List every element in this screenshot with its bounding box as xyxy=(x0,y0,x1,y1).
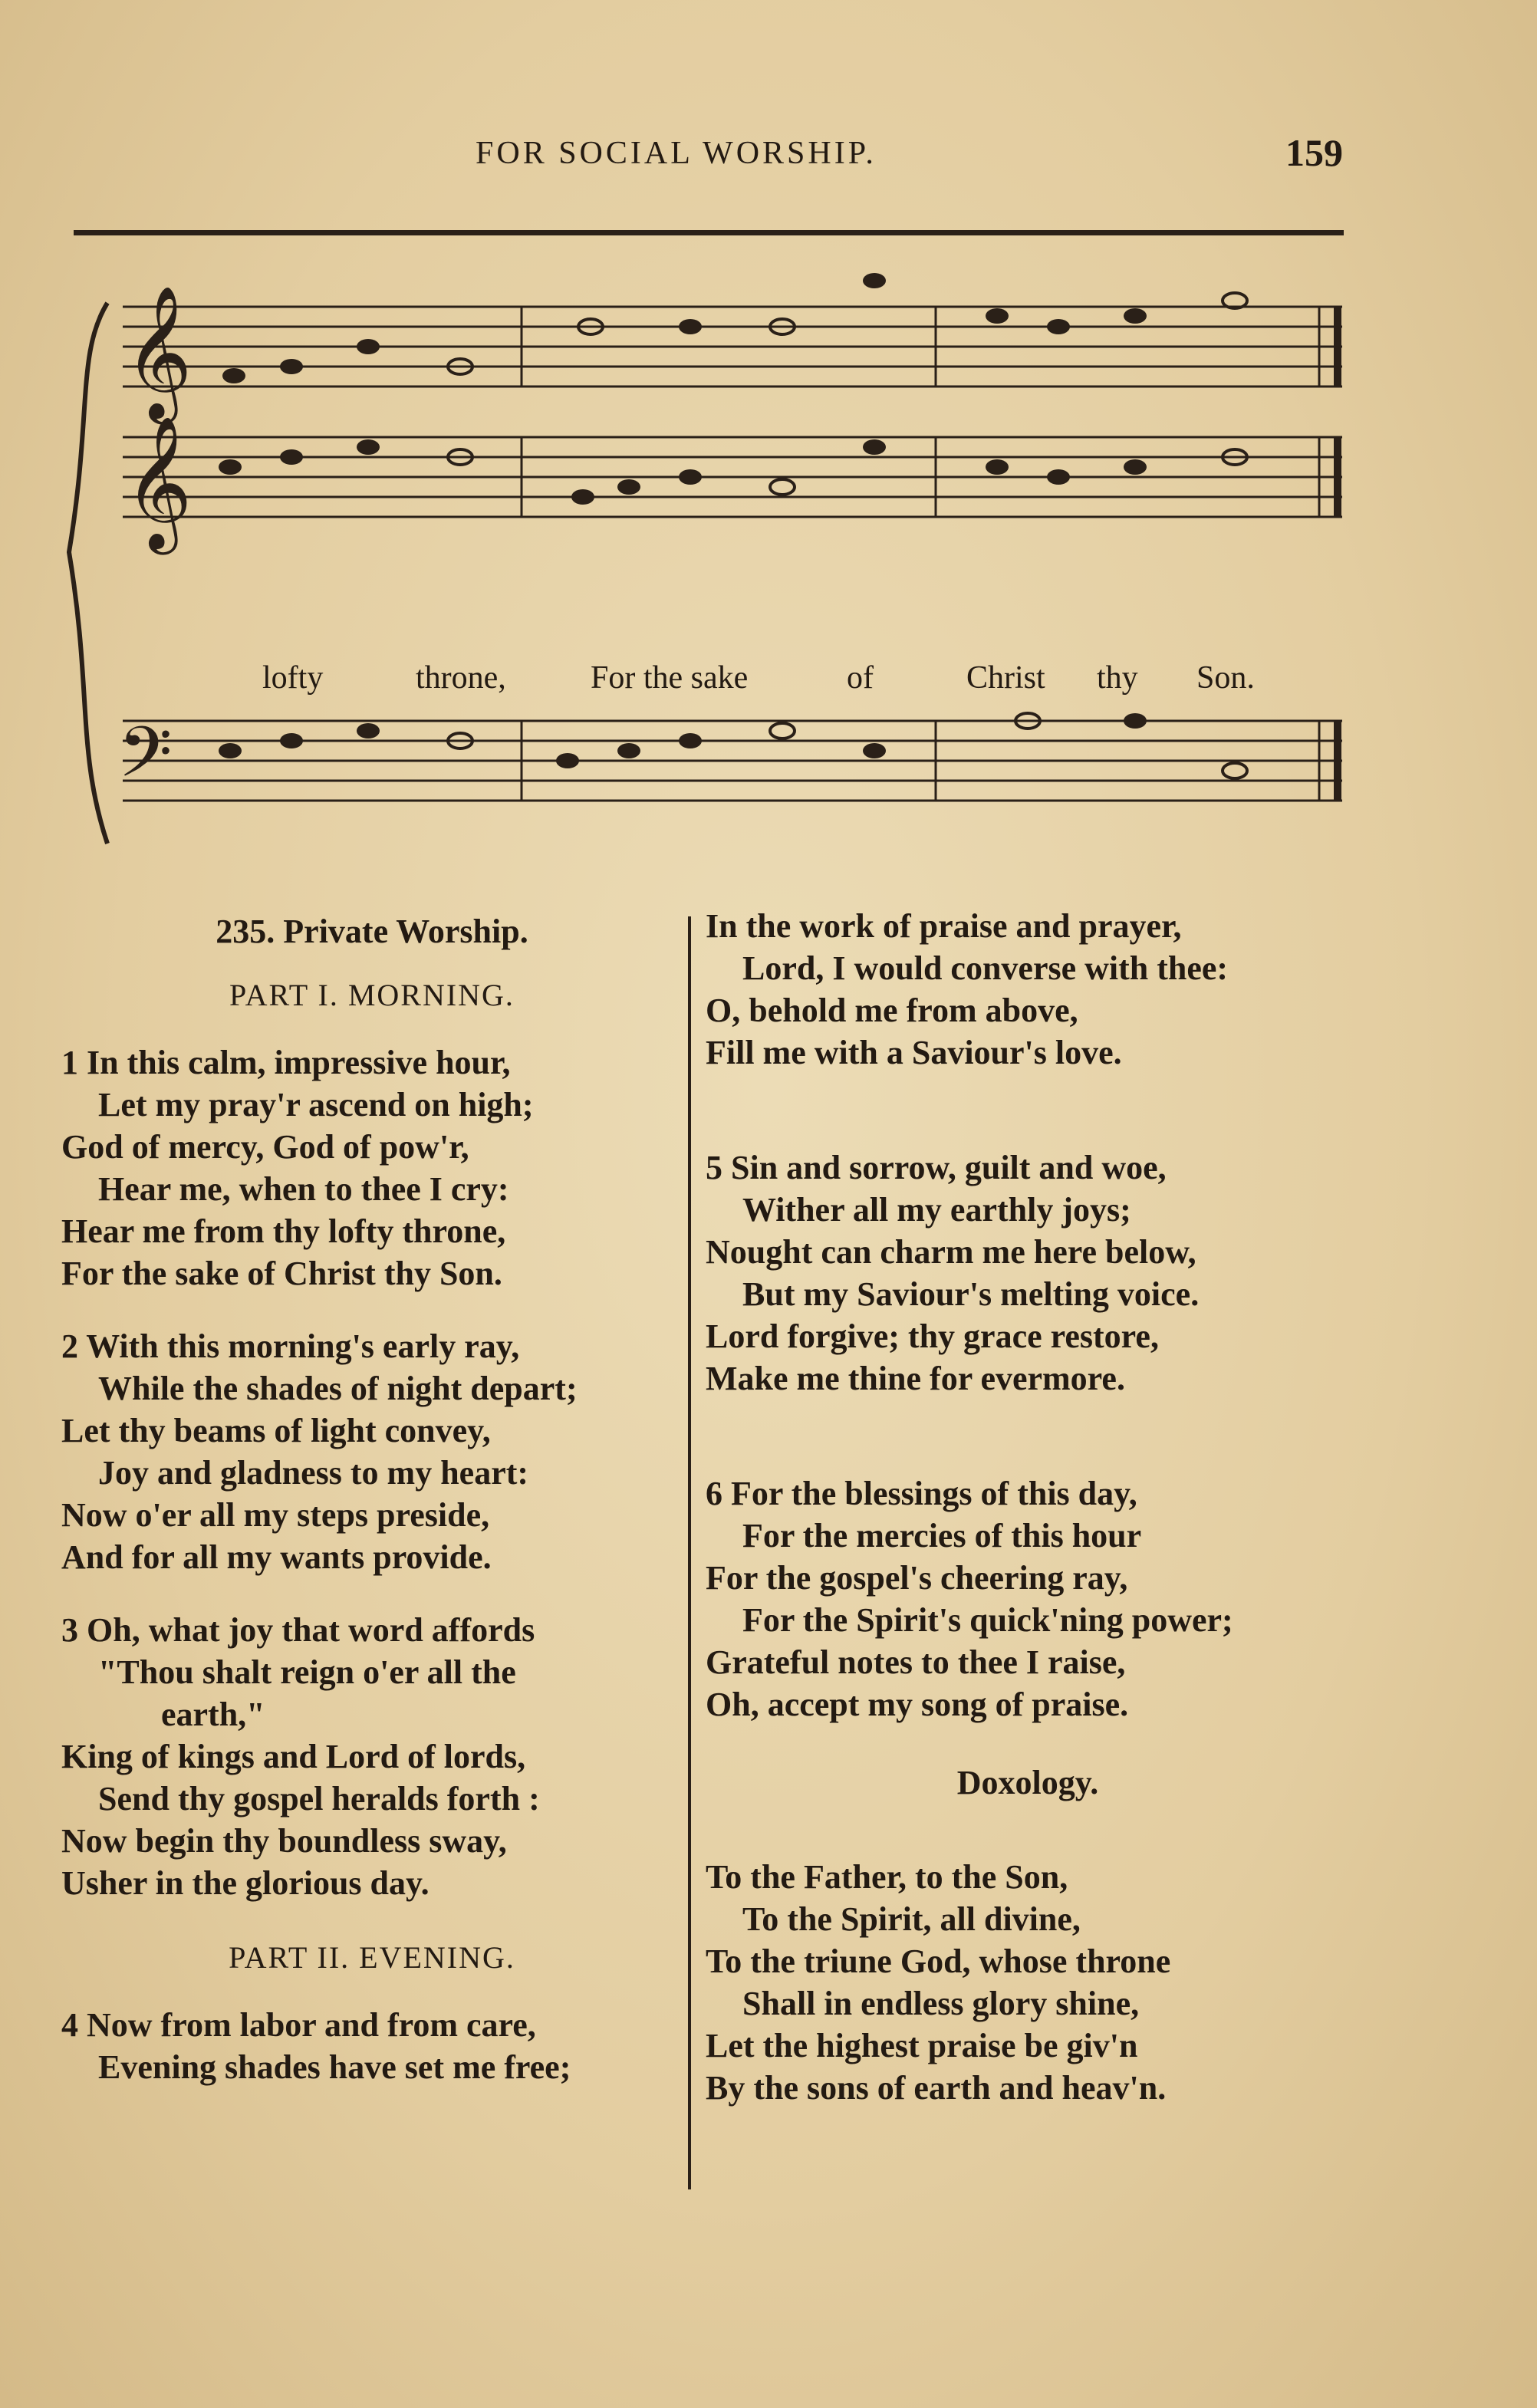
verse-line: Evening shades have set me free; xyxy=(98,2048,571,2086)
verse-line: 2 With this morning's early ray, xyxy=(61,1327,520,1365)
music-score xyxy=(61,261,1365,859)
part-heading: PART I. MORNING. xyxy=(229,978,515,1012)
verse-line: Let thy beams of light convey, xyxy=(61,1412,491,1449)
verse-line: Oh, accept my song of praise. xyxy=(706,1686,1129,1723)
verse-line: For the sake of Christ thy Son. xyxy=(61,1255,502,1292)
verse-line: 1 In this calm, impressive hour, xyxy=(61,1044,511,1081)
verse-line: Usher in the glorious day. xyxy=(61,1864,430,1902)
svg-text:𝄞: 𝄞 xyxy=(124,285,193,419)
verse-line: Send thy gospel heralds forth : xyxy=(98,1780,540,1818)
doxology-line: Let the highest praise be giv'n xyxy=(706,2027,1138,2064)
verse-line: While the shades of night depart; xyxy=(98,1370,578,1407)
verse-line: Lord, I would converse with thee: xyxy=(742,949,1229,987)
doxology-line: To the Spirit, all divine, xyxy=(742,1900,1081,1938)
part-heading: PART II. EVENING. xyxy=(229,1940,515,1975)
verse xyxy=(706,1146,1350,1400)
verse xyxy=(706,1472,1350,1725)
verse-line: For the Spirit's quick'ning power; xyxy=(742,1601,1233,1639)
verse-line: Fill me with a Saviour's love. xyxy=(706,1034,1122,1071)
verse-continued xyxy=(706,905,1350,1074)
verse-line: "Thou shalt reign o'er all the xyxy=(98,1653,516,1691)
verse xyxy=(61,1041,683,1294)
verse-line: Hear me, when to thee I cry: xyxy=(98,1170,509,1208)
header-rule xyxy=(74,230,1344,235)
lyric-word: Christ xyxy=(966,660,1045,696)
doxology xyxy=(706,1856,1350,2109)
doxology-title: Doxology. xyxy=(956,1764,1099,1801)
page-header xyxy=(0,130,1537,176)
verse-line: 3 Oh, what joy that word affords xyxy=(61,1611,535,1649)
verse-line: But my Saviour's melting voice. xyxy=(742,1275,1200,1313)
verse-line: 4 Now from labor and from care, xyxy=(61,2006,536,2044)
svg-text:𝄞: 𝄞 xyxy=(124,416,193,549)
doxology-line: To the Father, to the Son, xyxy=(706,1858,1068,1896)
verse-line: King of kings and Lord of lords, xyxy=(61,1738,526,1775)
verse-line: Hear me from thy lofty throne, xyxy=(61,1212,506,1250)
doxology-line: Shall in endless glory shine, xyxy=(742,1985,1140,2022)
verse-line: earth," xyxy=(161,1696,265,1733)
right-column xyxy=(706,905,1350,2109)
lyric-word: thy xyxy=(1097,660,1138,696)
verse-line: And for all my wants provide. xyxy=(61,1538,492,1576)
verse-line: 6 For the blessings of this day, xyxy=(706,1475,1137,1512)
hymn-title: 235. Private Worship. xyxy=(216,913,528,950)
music-staves xyxy=(61,261,1365,859)
lyric-word: For the sake xyxy=(591,660,749,696)
verse-line: Now o'er all my steps preside, xyxy=(61,1496,490,1534)
verse-line: Now begin thy boundless sway, xyxy=(61,1822,507,1860)
verse-line: God of mercy, God of pow'r, xyxy=(61,1128,469,1166)
lyric-word: of xyxy=(847,660,874,696)
verse-line: Joy and gladness to my heart: xyxy=(98,1454,529,1492)
verse-line: Wither all my earthly joys; xyxy=(742,1191,1131,1229)
verse-line: Make me thine for evermore. xyxy=(706,1360,1125,1397)
verse-line: Lord forgive; thy grace restore, xyxy=(706,1317,1159,1355)
verse-line: Grateful notes to thee I raise, xyxy=(706,1643,1126,1681)
verse xyxy=(61,2004,683,2088)
verse-line: 5 Sin and sorrow, guilt and woe, xyxy=(706,1149,1167,1186)
doxology-line: By the sons of earth and heav'n. xyxy=(706,2069,1167,2107)
page-number: 159 xyxy=(1285,131,1343,174)
verse-line: Let my pray'r ascend on high; xyxy=(98,1086,534,1123)
lyric-word: throne, xyxy=(416,660,506,696)
verse-line: For the gospel's cheering ray, xyxy=(706,1559,1128,1597)
doxology-line: To the triune God, whose throne xyxy=(706,1943,1171,1980)
running-title: FOR SOCIAL WORSHIP. xyxy=(476,136,877,171)
verse xyxy=(61,1609,683,1904)
svg-text:𝄢: 𝄢 xyxy=(118,712,173,810)
verse xyxy=(61,1325,683,1578)
verse-line: O, behold me from above, xyxy=(706,992,1078,1029)
left-column xyxy=(61,905,683,2088)
column-divider xyxy=(688,916,691,2189)
lyric-word: lofty xyxy=(262,660,324,696)
verse-line: For the mercies of this hour xyxy=(742,1517,1142,1554)
verse-line: Nought can charm me here below, xyxy=(706,1233,1196,1271)
verse-line: In the work of praise and prayer, xyxy=(706,907,1182,945)
lyric-word: Son. xyxy=(1196,660,1255,696)
